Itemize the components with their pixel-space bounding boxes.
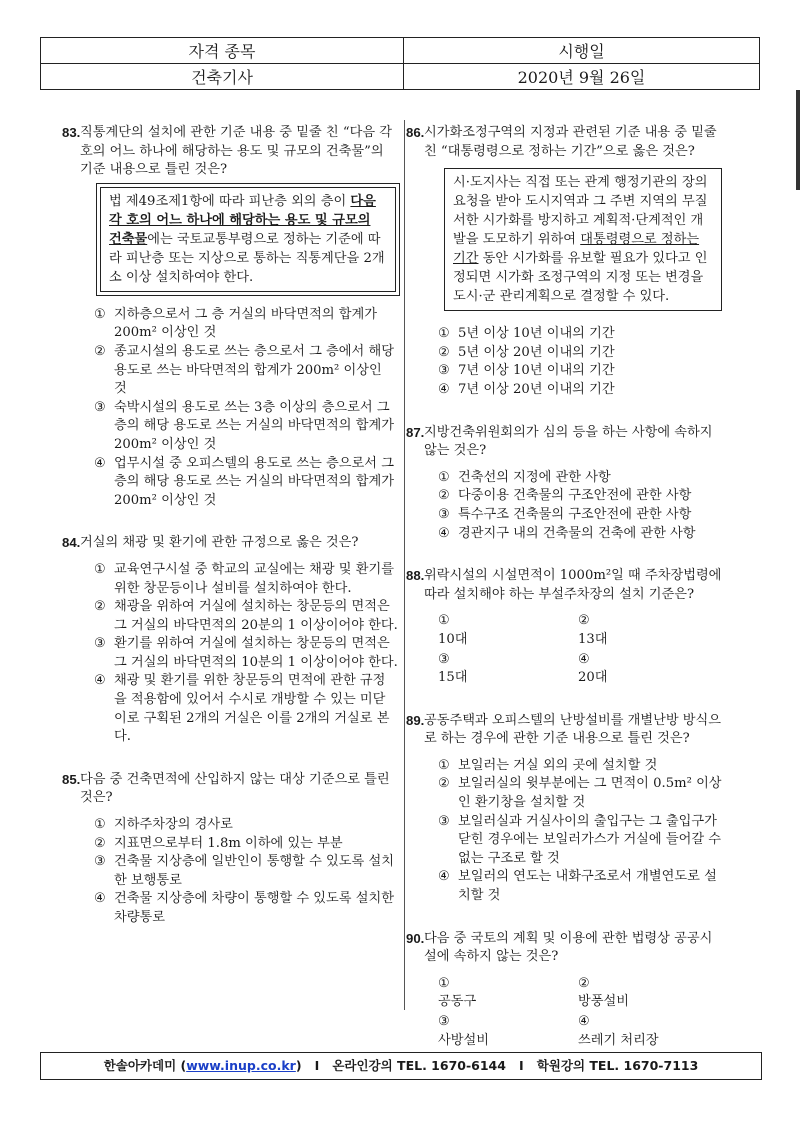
footer-separator: I xyxy=(314,1058,320,1073)
question-84 xyxy=(62,534,398,747)
page-footer xyxy=(40,1052,762,1080)
option-marker: ① xyxy=(94,306,106,322)
question-88 xyxy=(406,567,724,688)
option-marker: ② xyxy=(438,344,450,360)
option-marker: ② xyxy=(438,488,450,504)
option-3[interactable] xyxy=(94,635,398,672)
option-marker: ③ xyxy=(94,854,106,870)
option-marker: ① xyxy=(94,561,106,577)
option-marker: ① xyxy=(438,757,450,773)
footer-offline-phone: 학원강의 TEL. 1670-7113 xyxy=(536,1058,699,1073)
question-text: 위락시설의 시설면적이 1000m²일 때 주차장법령에 따라 설치해야 하는 부설주차장의 설치 기준은? xyxy=(424,568,722,602)
option-1[interactable] xyxy=(94,561,398,598)
question-83 xyxy=(62,124,398,510)
option-1[interactable] xyxy=(94,306,398,343)
option-4[interactable] xyxy=(438,381,724,400)
option-marker: ② xyxy=(578,613,590,629)
option-3[interactable] xyxy=(438,1013,578,1050)
option-marker: ④ xyxy=(94,891,106,907)
option-marker: ④ xyxy=(438,525,450,541)
option-1[interactable] xyxy=(438,325,724,344)
answer-options xyxy=(438,757,724,906)
option-text: 건축물 지상층에 일반인이 통행할 수 있도록 설치한 보행통로 xyxy=(114,854,394,888)
answer-options xyxy=(94,561,398,747)
footer-website-link[interactable]: www.inup.co.kr xyxy=(186,1058,296,1073)
question-text: 직통계단의 설치에 관한 기준 내용 중 밑줄 친 “다음 각 호의 어느 하나에 해당하는 용도 및 규모의 건축물”의 기준 내용으로 틀린 것은? xyxy=(80,125,392,178)
reference-box xyxy=(100,187,396,292)
question-text: 다음 중 국토의 계획 및 이용에 관한 법령상 공공시설에 속하지 않는 것은? xyxy=(424,930,713,965)
option-text: 보일러실의 윗부분에는 그 면적이 0.5m² 이상인 환기창을 설치할 것 xyxy=(458,776,722,811)
option-marker: ④ xyxy=(438,381,450,397)
option-text: 15대 xyxy=(438,670,468,686)
option-text: 숙박시설의 용도로 쓰는 3층 이상의 층으로서 그 층의 해당 용도로 쓰는 거실의 바닥면적의 합계가 200m² 이상인 것 xyxy=(114,399,394,452)
option-1[interactable] xyxy=(438,757,724,776)
exam-header-table xyxy=(40,37,760,90)
question-text: 공동주택과 오피스텔의 난방설비를 개별난방 방식으로 하는 경우에 관한 기준 내용으로 틀린 것은? xyxy=(424,712,722,747)
option-text: 지표면으로부터 1.8m 이하에 있는 부분 xyxy=(114,835,343,851)
option-marker: ① xyxy=(438,469,450,485)
option-text: 채광 및 환기를 위한 창문등의 면적에 관한 규정을 적용함에 있어서 수시로 개방할 수 있는 미닫이로 구획된 2개의 거실은 이를 2개의 거실로 본다. xyxy=(114,673,390,745)
option-text: 공동구 xyxy=(438,994,477,1010)
option-1[interactable] xyxy=(94,816,398,835)
question-number: 83. xyxy=(62,125,81,140)
option-marker: ② xyxy=(94,599,106,615)
option-2[interactable] xyxy=(438,775,724,812)
option-text: 채광을 위하여 거실에 설치하는 창문등의 면적은 그 거실의 바닥면적의 20분의 1 이상이어야 한다. xyxy=(114,599,398,633)
question-number: 87. xyxy=(406,424,425,440)
box-text-pre: 법 제49조제1항에 따라 피난층 외의 층이 xyxy=(109,193,351,209)
option-marker: ① xyxy=(94,817,106,833)
option-4[interactable] xyxy=(578,1013,718,1050)
question-90 xyxy=(406,930,724,1051)
answer-options xyxy=(94,816,398,928)
header-subject-label: 자격 종목 xyxy=(41,38,404,64)
option-text: 특수구조 건축물의 구조안전에 관한 사항 xyxy=(458,506,692,522)
box-underlined-text: 다음 각 호의 어느 하나에 해당하는 용도 및 규모의 건축물 xyxy=(109,193,376,247)
option-2[interactable] xyxy=(578,975,718,1012)
option-text: 13대 xyxy=(578,631,608,647)
option-text: 사방설비 xyxy=(438,1032,489,1048)
option-marker: ③ xyxy=(94,636,106,652)
box-text-post: 동안 시가화를 유보할 필요가 있다고 인정되면 시가화 조정구역의 지정 또는 변경을 도시·군 관리계획으로 결정할 수 있다. xyxy=(453,251,708,305)
header-exam-date: 2020년 9월 26일 xyxy=(404,64,760,90)
option-marker: ③ xyxy=(438,1014,450,1029)
question-85 xyxy=(62,771,398,928)
option-3[interactable] xyxy=(438,651,578,688)
option-text: 7년 이상 20년 이내의 기간 xyxy=(458,381,615,397)
option-4[interactable] xyxy=(94,455,398,511)
option-marker: ③ xyxy=(438,651,450,667)
option-text: 업무시설 중 오피스텔의 용도로 쓰는 층으로서 그 층의 해당 용도로 쓰는 거실의 바닥면적의 합계가 200m² 이상인 것 xyxy=(114,455,394,508)
option-1[interactable] xyxy=(438,612,578,649)
option-text: 교육연구시설 중 학교의 교실에는 채광 및 환기를 위한 창문등이나 설비를 설치하여야 한다. xyxy=(114,561,394,596)
option-marker: ② xyxy=(94,835,106,851)
question-text: 거실의 채광 및 환기에 관한 규정으로 옳은 것은? xyxy=(80,535,359,551)
option-marker: ④ xyxy=(578,651,590,667)
footer-academy: 한솔아카데미 ( xyxy=(103,1058,187,1073)
option-text: 환기를 위하여 거실에 설치하는 창문등의 면적은 그 거실의 바닥면적의 10분의 1 이상이어야 한다. xyxy=(114,636,398,670)
reference-box xyxy=(444,168,722,311)
question-86 xyxy=(406,124,724,400)
option-4[interactable] xyxy=(438,868,724,905)
header-date-label: 시행일 xyxy=(404,38,760,64)
option-marker: ④ xyxy=(94,455,106,471)
option-2[interactable] xyxy=(94,835,398,854)
option-marker: ① xyxy=(438,975,450,991)
column-divider xyxy=(404,120,405,1010)
question-text: 다음 중 건축면적에 산입하지 않는 대상 기준으로 틀린 것은? xyxy=(80,771,390,806)
question-number: 85. xyxy=(62,771,81,787)
option-text: 20대 xyxy=(578,670,608,686)
option-text: 보일러의 연도는 내화구조로서 개별연도로 설치할 것 xyxy=(458,869,717,904)
footer-online-phone: 온라인강의 TEL. 1670-6144 xyxy=(332,1058,506,1073)
option-text: 쓰레기 처리장 xyxy=(578,1032,659,1048)
option-marker: ② xyxy=(578,975,590,991)
option-text: 경관지구 내의 건축물의 건축에 관한 사항 xyxy=(458,525,696,541)
answer-options xyxy=(438,469,724,543)
option-text: 건축물 지상층에 차량이 통행할 수 있도록 설치한 차량통로 xyxy=(114,891,394,925)
option-marker: ④ xyxy=(94,673,106,689)
option-4[interactable] xyxy=(578,651,718,688)
footer-academy-close: ) xyxy=(295,1058,302,1073)
left-column xyxy=(62,124,398,928)
option-3[interactable] xyxy=(94,399,398,455)
option-text: 방풍설비 xyxy=(578,994,629,1010)
option-1[interactable] xyxy=(438,469,724,488)
right-column xyxy=(406,124,724,1050)
option-marker: ① xyxy=(438,613,450,629)
question-89 xyxy=(406,712,724,906)
option-1[interactable] xyxy=(438,975,578,1012)
option-text: 건축선의 지정에 관한 사항 xyxy=(458,469,611,485)
option-text: 지하층으로서 그 층 거실의 바닥면적의 합계가 200m² 이상인 것 xyxy=(114,306,378,341)
question-text: 시가화조정구역의 지정과 관련된 기준 내용 중 밑줄 친 “대통령령으로 정하는 기간”으로 옳은 것은? xyxy=(424,125,717,159)
option-text: 5년 이상 20년 이내의 기간 xyxy=(458,344,615,360)
option-marker: ④ xyxy=(438,869,450,885)
option-3[interactable] xyxy=(438,506,724,525)
question-number: 84. xyxy=(62,535,81,551)
question-number: 86. xyxy=(406,125,425,140)
box-text-post: 에는 국토교통부령으로 정하는 기준에 따라 피난층 또는 지상으로 통하는 직통계단을 2개소 이상 설치하여야 한다. xyxy=(109,231,385,285)
option-4[interactable] xyxy=(438,525,724,544)
option-3[interactable] xyxy=(94,853,398,890)
option-text: 지하주차장의 경사로 xyxy=(114,817,233,833)
question-text: 지방건축위원회의가 심의 등을 하는 사항에 속하지 않는 것은? xyxy=(424,424,713,459)
question-number: 90. xyxy=(406,930,425,946)
box-text-pre: 시·도지사는 직접 또는 관계 행정기관의 장의 요청을 받아 도시지역과 그 주변 지역의 무질서한 시가화를 방지하고 계획적·단계적인 개발을 도모하기 위하여 xyxy=(453,175,708,248)
option-marker: ③ xyxy=(438,813,450,829)
option-marker: ③ xyxy=(438,506,450,522)
page-edge-mark xyxy=(796,90,800,190)
option-text: 다중이용 건축물의 구조안전에 관한 사항 xyxy=(458,488,692,504)
option-4[interactable] xyxy=(94,672,398,746)
option-text: 보일러실과 거실사이의 출입구는 그 출입구가 닫힌 경우에는 보일러가스가 거실에 들어갈 수 없는 구조로 할 것 xyxy=(458,813,722,866)
header-exam-name: 건축기사 xyxy=(41,64,404,90)
question-number: 89. xyxy=(406,712,425,728)
option-text: 보일러는 거실 외의 곳에 설치할 것 xyxy=(458,757,658,773)
option-2[interactable] xyxy=(578,612,718,649)
footer-separator: I xyxy=(519,1058,524,1073)
option-3[interactable] xyxy=(438,813,724,869)
option-2[interactable] xyxy=(438,344,724,363)
answer-options xyxy=(94,306,398,511)
question-number: 88. xyxy=(406,568,425,584)
answer-options xyxy=(438,612,724,687)
option-2[interactable] xyxy=(438,487,724,506)
option-text: 5년 이상 10년 이내의 기간 xyxy=(458,326,615,342)
option-marker: ② xyxy=(94,343,106,359)
option-4[interactable] xyxy=(94,890,398,927)
option-text: 7년 이상 10년 이내의 기간 xyxy=(458,363,615,379)
option-marker: ① xyxy=(438,326,450,342)
answer-options xyxy=(438,325,724,399)
option-marker: ② xyxy=(438,776,450,792)
question-87 xyxy=(406,424,724,544)
option-marker: ③ xyxy=(438,363,450,379)
option-marker: ④ xyxy=(578,1014,590,1029)
answer-options xyxy=(438,975,724,1050)
option-2[interactable] xyxy=(94,598,398,635)
option-text: 종교시설의 용도로 쓰는 층으로서 그 층에서 해당 용도로 쓰는 바닥면적의 합계가 200m² 이상인 것 xyxy=(114,343,394,397)
option-2[interactable] xyxy=(94,343,398,399)
option-marker: ③ xyxy=(94,399,106,415)
option-3[interactable] xyxy=(438,362,724,381)
box-underlined-text: 대통령령으로 정하는 기간 xyxy=(453,232,700,267)
option-text: 10대 xyxy=(438,631,468,647)
